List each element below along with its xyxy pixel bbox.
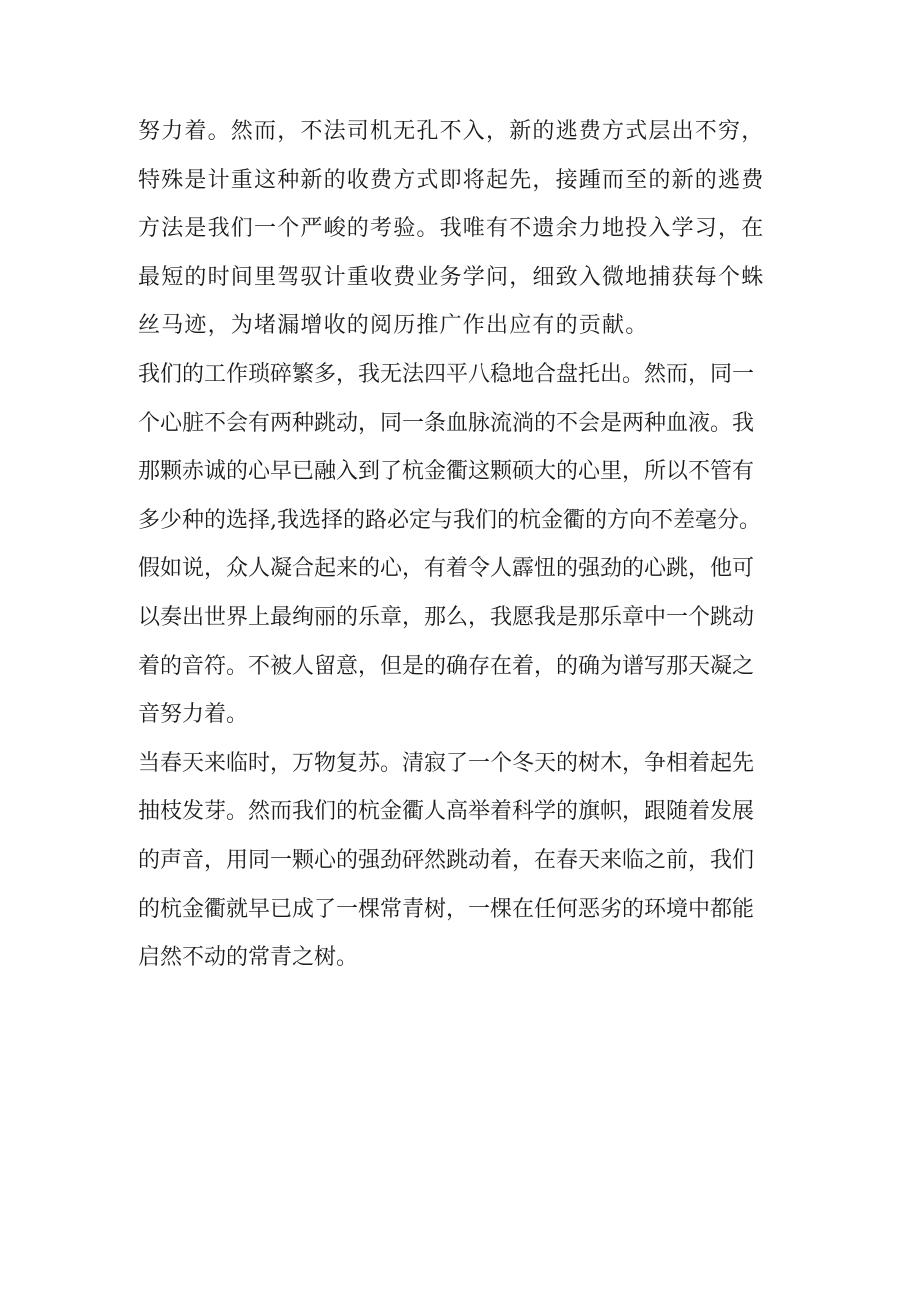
text-line: 多少种的选择,我选择的路必定与我们的杭金衢的方向不差毫分。: [138, 507, 761, 533]
text-line: 个心脏不会有两种跳动，同一条血脉流淌的不会是两种血液。我: [138, 410, 755, 436]
body-text: [138, 108, 798, 983]
text-line: 丝马迹，为堵漏增收的阅历推广作出应有的贡献。: [138, 313, 649, 339]
text-line: 着的音符。不被人留意，但是的确存在着，的确为谱写那天凝之: [138, 653, 755, 679]
text-line: 特殊是计重这种新的收费方式即将起先，接踵而至的新的逃费: [138, 167, 765, 193]
text-line: 当春天来临时，万物复苏。清寂了一个冬天的树木，争相着起先: [138, 750, 755, 776]
text-line: 音努力着。: [138, 702, 249, 728]
text-line: 以奏出世界上最绚丽的乐章，那么，我愿我是那乐章中一个跳动: [138, 604, 755, 630]
text-line: 的杭金衢就早已成了一棵常青树，一棵在任何恶劣的环境中都能: [138, 896, 755, 922]
text-line: 最短的时间里驾驭计重收费业务学问，细致入微地捕获每个蛛: [138, 264, 765, 290]
text-line: 努力着。然而，不法司机无孔不入，新的逃费方式层出不穷，: [138, 119, 765, 144]
text-line: 假如说，众人凝合起来的心，有着令人霹忸的强劲的心跳，他可: [138, 556, 755, 582]
text-line: 那颗赤诚的心早已融入到了杭金衢这颗硕大的心里，所以不管有: [138, 459, 755, 485]
text-line: 方法是我们一个严峻的考验。我唯有不遗余力地投入学习，在: [138, 216, 765, 242]
text-line: 抽枝发芽。然而我们的杭金衢人高举着科学的旗帜，跟随着发展: [138, 799, 755, 825]
text-line: 我们的工作琐碎繁多，我无法四平八稳地合盘托出。然而，同一: [138, 361, 755, 387]
text-line: 启然不动的常青之树。: [138, 945, 359, 971]
text-line: 的声音，用同一颗心的强劲砰然跳动着，在春天来临之前，我们: [138, 847, 755, 873]
